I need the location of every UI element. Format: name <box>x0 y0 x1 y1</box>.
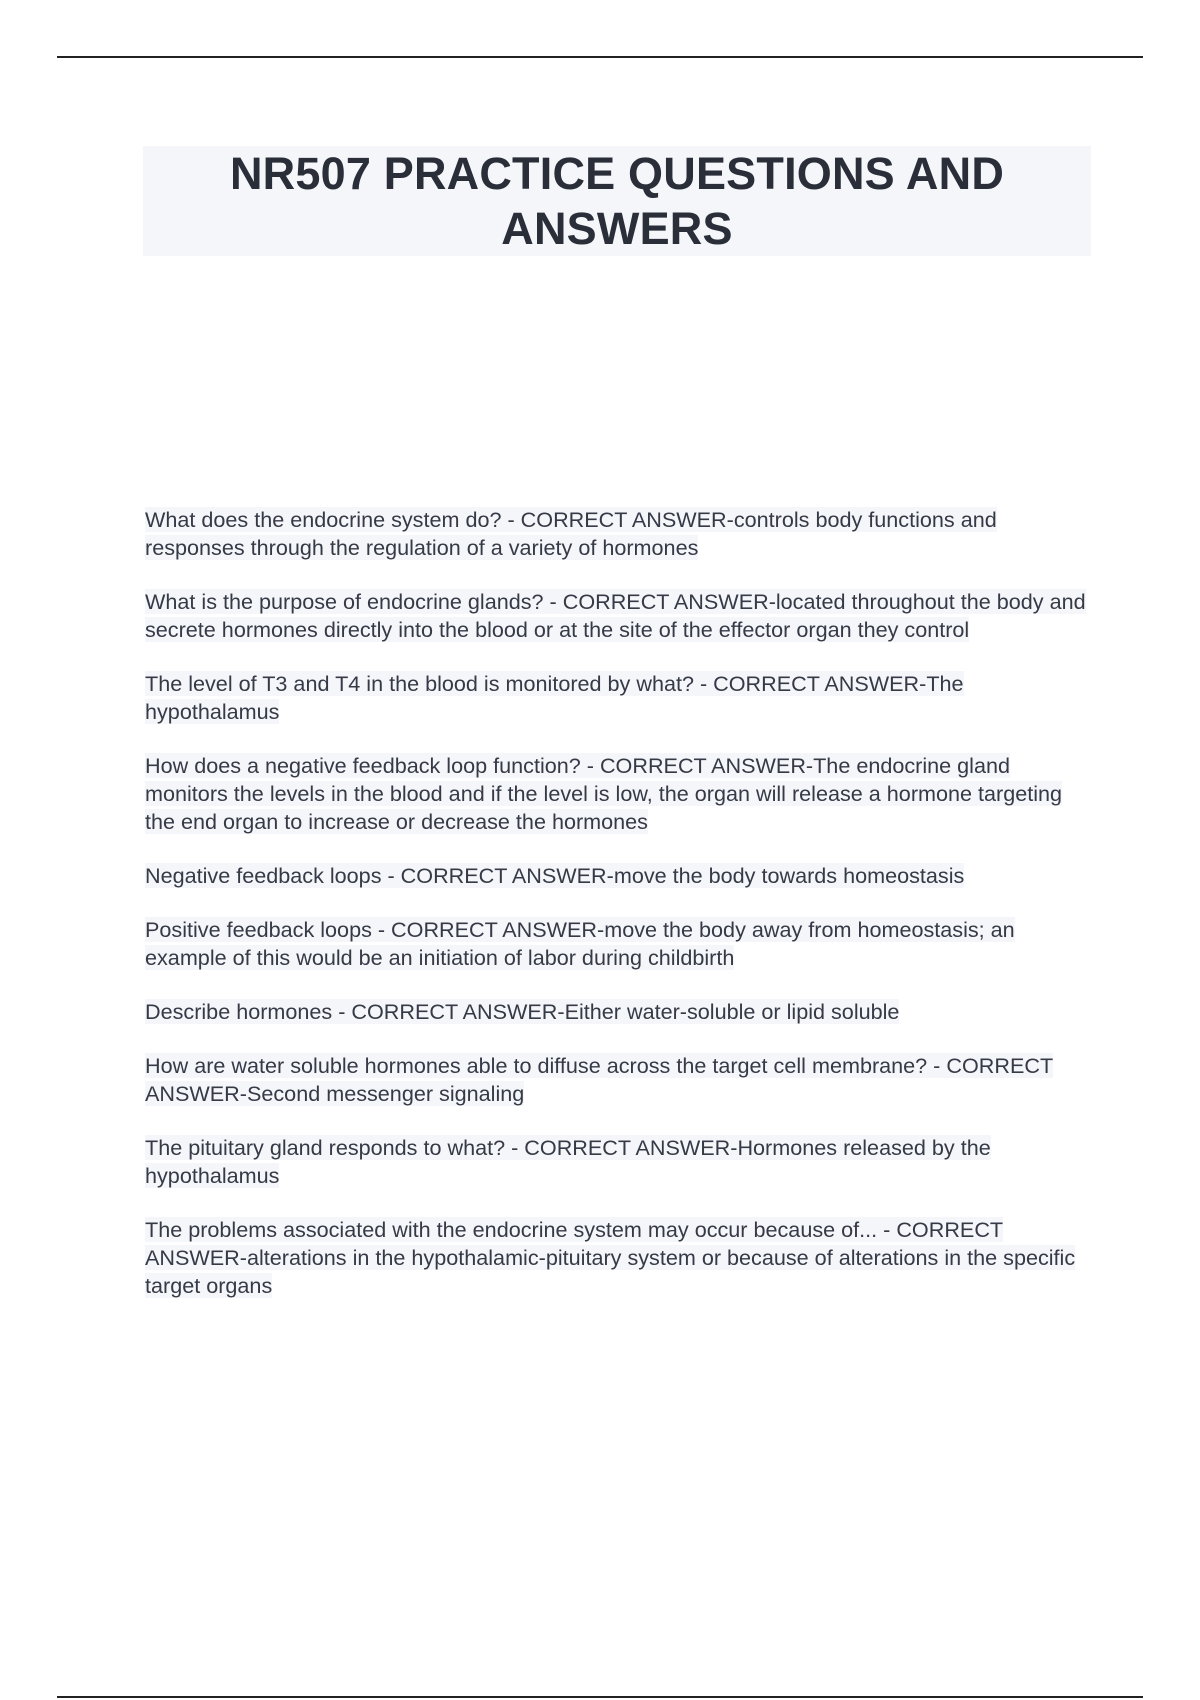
title-banner <box>143 146 1091 256</box>
document-title: NR507 PRACTICE QUESTIONS AND ANSWERS <box>229 148 1005 254</box>
qa-text: What is the purpose of endocrine glands? - CORRECT ANSWER-located throughout the body and secrete hormones directly into the blood or at the site of the effector organ they control <box>145 589 1086 642</box>
top-divider <box>57 56 1143 58</box>
qa-item <box>145 862 1095 890</box>
qa-text: Describe hormones - CORRECT ANSWER-Either water-soluble or lipid soluble <box>145 999 900 1024</box>
qa-list <box>145 506 1095 1326</box>
qa-item <box>145 506 1095 562</box>
qa-item <box>145 916 1095 972</box>
qa-item <box>145 1052 1095 1108</box>
qa-text: How are water soluble hormones able to diffuse across the target cell membrane? - CORRECT ANSWER-Second messenger signaling <box>145 1053 1054 1106</box>
qa-text: How does a negative feedback loop function? - CORRECT ANSWER-The endocrine gland monitors the levels in the blood and if the level is low, the organ will release a hormone targeting the end organ to increase or decrease the hormones <box>145 753 1063 834</box>
qa-item <box>145 752 1095 836</box>
qa-item <box>145 1216 1095 1300</box>
qa-text: The pituitary gland responds to what? - CORRECT ANSWER-Hormones released by the hypothalamus <box>145 1135 991 1188</box>
qa-item <box>145 588 1095 644</box>
bottom-divider <box>57 1696 1143 1698</box>
qa-item <box>145 670 1095 726</box>
qa-text: The level of T3 and T4 in the blood is monitored by what? - CORRECT ANSWER-The hypothalamus <box>145 671 964 724</box>
qa-item <box>145 1134 1095 1190</box>
qa-text: Positive feedback loops - CORRECT ANSWER-move the body away from homeostasis; an example of this would be an initiation of labor during childbirth <box>145 917 1015 970</box>
qa-item <box>145 998 1095 1026</box>
qa-text: Negative feedback loops - CORRECT ANSWER-move the body towards homeostasis <box>145 863 965 888</box>
qa-text: What does the endocrine system do? - CORRECT ANSWER-controls body functions and responses through the regulation of a variety of hormones <box>145 507 997 560</box>
qa-text: The problems associated with the endocrine system may occur because of... - CORRECT ANSWER-alterations in the hypothalamic-pituitary system or because of alterations in the specific target organs <box>145 1217 1076 1298</box>
